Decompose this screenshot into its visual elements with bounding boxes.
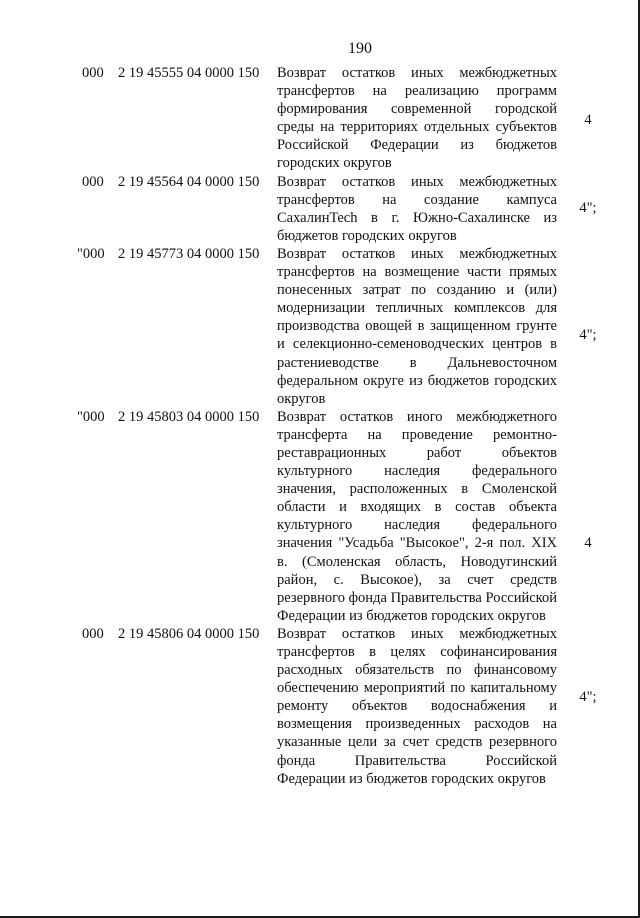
code-description: Возврат остатков иных межбюджетных трансфертов в целях софинансирования расходных обязательств по финансовому обеспечению мероприятий по капитальному ремонту объектов водоснабжения и возмещения произведенных расходов на указанные цели за счет средств резервного фонда Правительства Российской Федерации из бюджетов городских округов	[277, 625, 557, 787]
code-description: Возврат остатков иного межбюджетного трансферта на проведение ремонтно-реставрационных работ объектов культурного наследия федерального значения, расположенных в Смоленской области и входящих в состав объекта культурного наследия федерального значения "Усадьба "Высокое", 2-я пол. XIX в. (Смоленская область, Новодугинский район, с. Высокое), за счет средств резервного фонда Правительства Российской Федерации из бюджетов городских округов	[277, 408, 557, 624]
table-row	[0, 173, 640, 245]
row-value: 4	[584, 534, 592, 551]
table-row	[0, 245, 640, 408]
table-row	[0, 625, 640, 788]
budget-classification-code: 2 19 45564 04 0000 150	[118, 173, 260, 190]
code-description: Возврат остатков иных межбюджетных трансфертов на реализацию программ формирования современной городской среды на территориях отдельных субъектов Российской Федерации из бюджетов городских округов	[277, 65, 557, 172]
budget-classification-code: 2 19 45773 04 0000 150	[118, 245, 260, 262]
table-row	[0, 408, 640, 625]
budget-classification-code: 2 19 45803 04 0000 150	[118, 408, 260, 425]
table-row	[0, 64, 640, 173]
row-value: 4";	[579, 688, 597, 705]
page-number: 190	[348, 40, 372, 57]
admin-code: "000	[77, 245, 105, 262]
row-value: 4	[584, 112, 592, 128]
admin-code: 000	[82, 173, 104, 190]
budget-classification-code: 2 19 45555 04 0000 150	[118, 65, 260, 81]
code-description: Возврат остатков иных межбюджетных трансфертов на создание кампуса СахалинTech в г. Южно-Сахалинске из бюджетов городских округов	[277, 173, 557, 244]
admin-code: 000	[82, 625, 104, 642]
admin-code: 000	[82, 65, 104, 81]
row-value: 4";	[579, 326, 597, 343]
budget-code-table	[0, 64, 640, 788]
code-description: Возврат остатков иных межбюджетных трансфертов на возмещение части прямых понесенных затрат по созданию и (или) модернизации тепличных комплексов для производства овощей в защищенном грунте и селекционно-семеноводческих центров в растениеводстве в Дальневосточном федеральном округе из бюджетов городских округов	[277, 245, 557, 407]
row-value: 4";	[579, 199, 597, 216]
budget-classification-code: 2 19 45806 04 0000 150	[118, 625, 260, 642]
admin-code: "000	[77, 408, 105, 425]
